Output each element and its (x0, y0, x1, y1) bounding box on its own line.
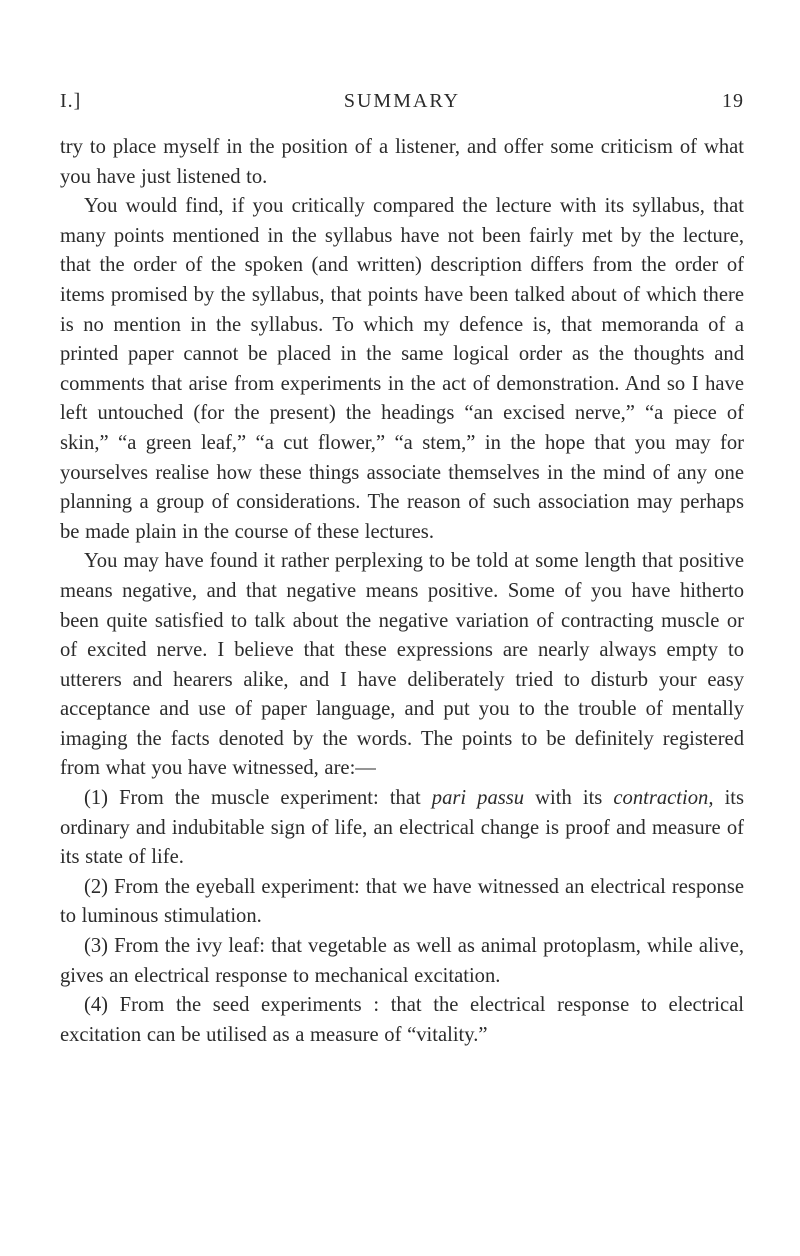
item-italic-word: contraction, (613, 787, 714, 810)
list-item-seed (60, 991, 744, 1050)
list-item-ivy-leaf (60, 932, 744, 991)
running-title: SUMMARY (343, 90, 461, 112)
item-mid: with its (535, 787, 603, 810)
paragraph-continued: try to place myself in the position of a listener, and offer some criticism of what you have just listened to. (60, 136, 744, 188)
chapter-number: I.] (60, 90, 82, 112)
item-number: (3) (84, 935, 109, 958)
paragraph-negative-variation: You may have found it rather perplexing to be told at some length that positive means negative, and that negative means positive. Some of you have hitherto been quite satisfied to talk about the negative variation of contracting muscle or of excited nerve. I believe that these expressions are nearly always empty to utterers and hearers alike, and I have deliberately tried to disturb your easy acceptance and use of paper language, and put you to the trouble of mentally imaging the facts denoted by the words. The points to be definitely registered from what you have witnessed, are:— (60, 550, 744, 780)
item-number: (1) (84, 787, 109, 810)
body-text (60, 133, 744, 1050)
paragraph-syllabus-critique: You would find, if you critically compared the lecture with its syllabus, that many points mentioned in the syllabus have not been fairly met by the lecture, that the order of the spoken (and written) description differs from the order of items promised by the syllabus, that points have been talked about of which there is no mention in the syllabus. To which my defence is, that memoranda of a printed paper cannot be placed in the same logical order as the thoughts and comments that arise from experiments in the act of demonstration. And so I have left untouched (for the present) the headings “an excised nerve,” “a piece of skin,” “a green leaf,” “a cut flower,” “a stem,” in the hope that you may for yourselves realise how these things associate themselves in the mind of any one planning a group of considerations. The reason of such association may perhaps be made plain in the course of these lectures. (60, 195, 744, 543)
list-item-muscle (60, 784, 744, 873)
item-text: From the seed experiments : that the electrical response to electrical excitation can be utilised as a measure of “vitality.” (60, 994, 744, 1046)
item-number: (2) (84, 875, 109, 898)
item-lead: From the muscle experiment: that (119, 787, 421, 810)
item-rest: its ordinary and indubitable sign of life, an electrical change is proof and measure of its state of life. (60, 787, 745, 869)
item-italic-phrase: pari passu (431, 787, 525, 810)
list-item-eyeball (60, 873, 744, 932)
item-text: From the eyeball experiment: that we have witnessed an electrical response to luminous stimulation. (60, 875, 744, 928)
item-number: (4) (84, 994, 109, 1017)
page-number: 19 (722, 90, 744, 112)
item-text: From the ivy leaf: that vegetable as well as animal protoplasm, while alive, gives an electrical response to mechanical excitation. (60, 935, 744, 987)
running-head (60, 90, 744, 124)
